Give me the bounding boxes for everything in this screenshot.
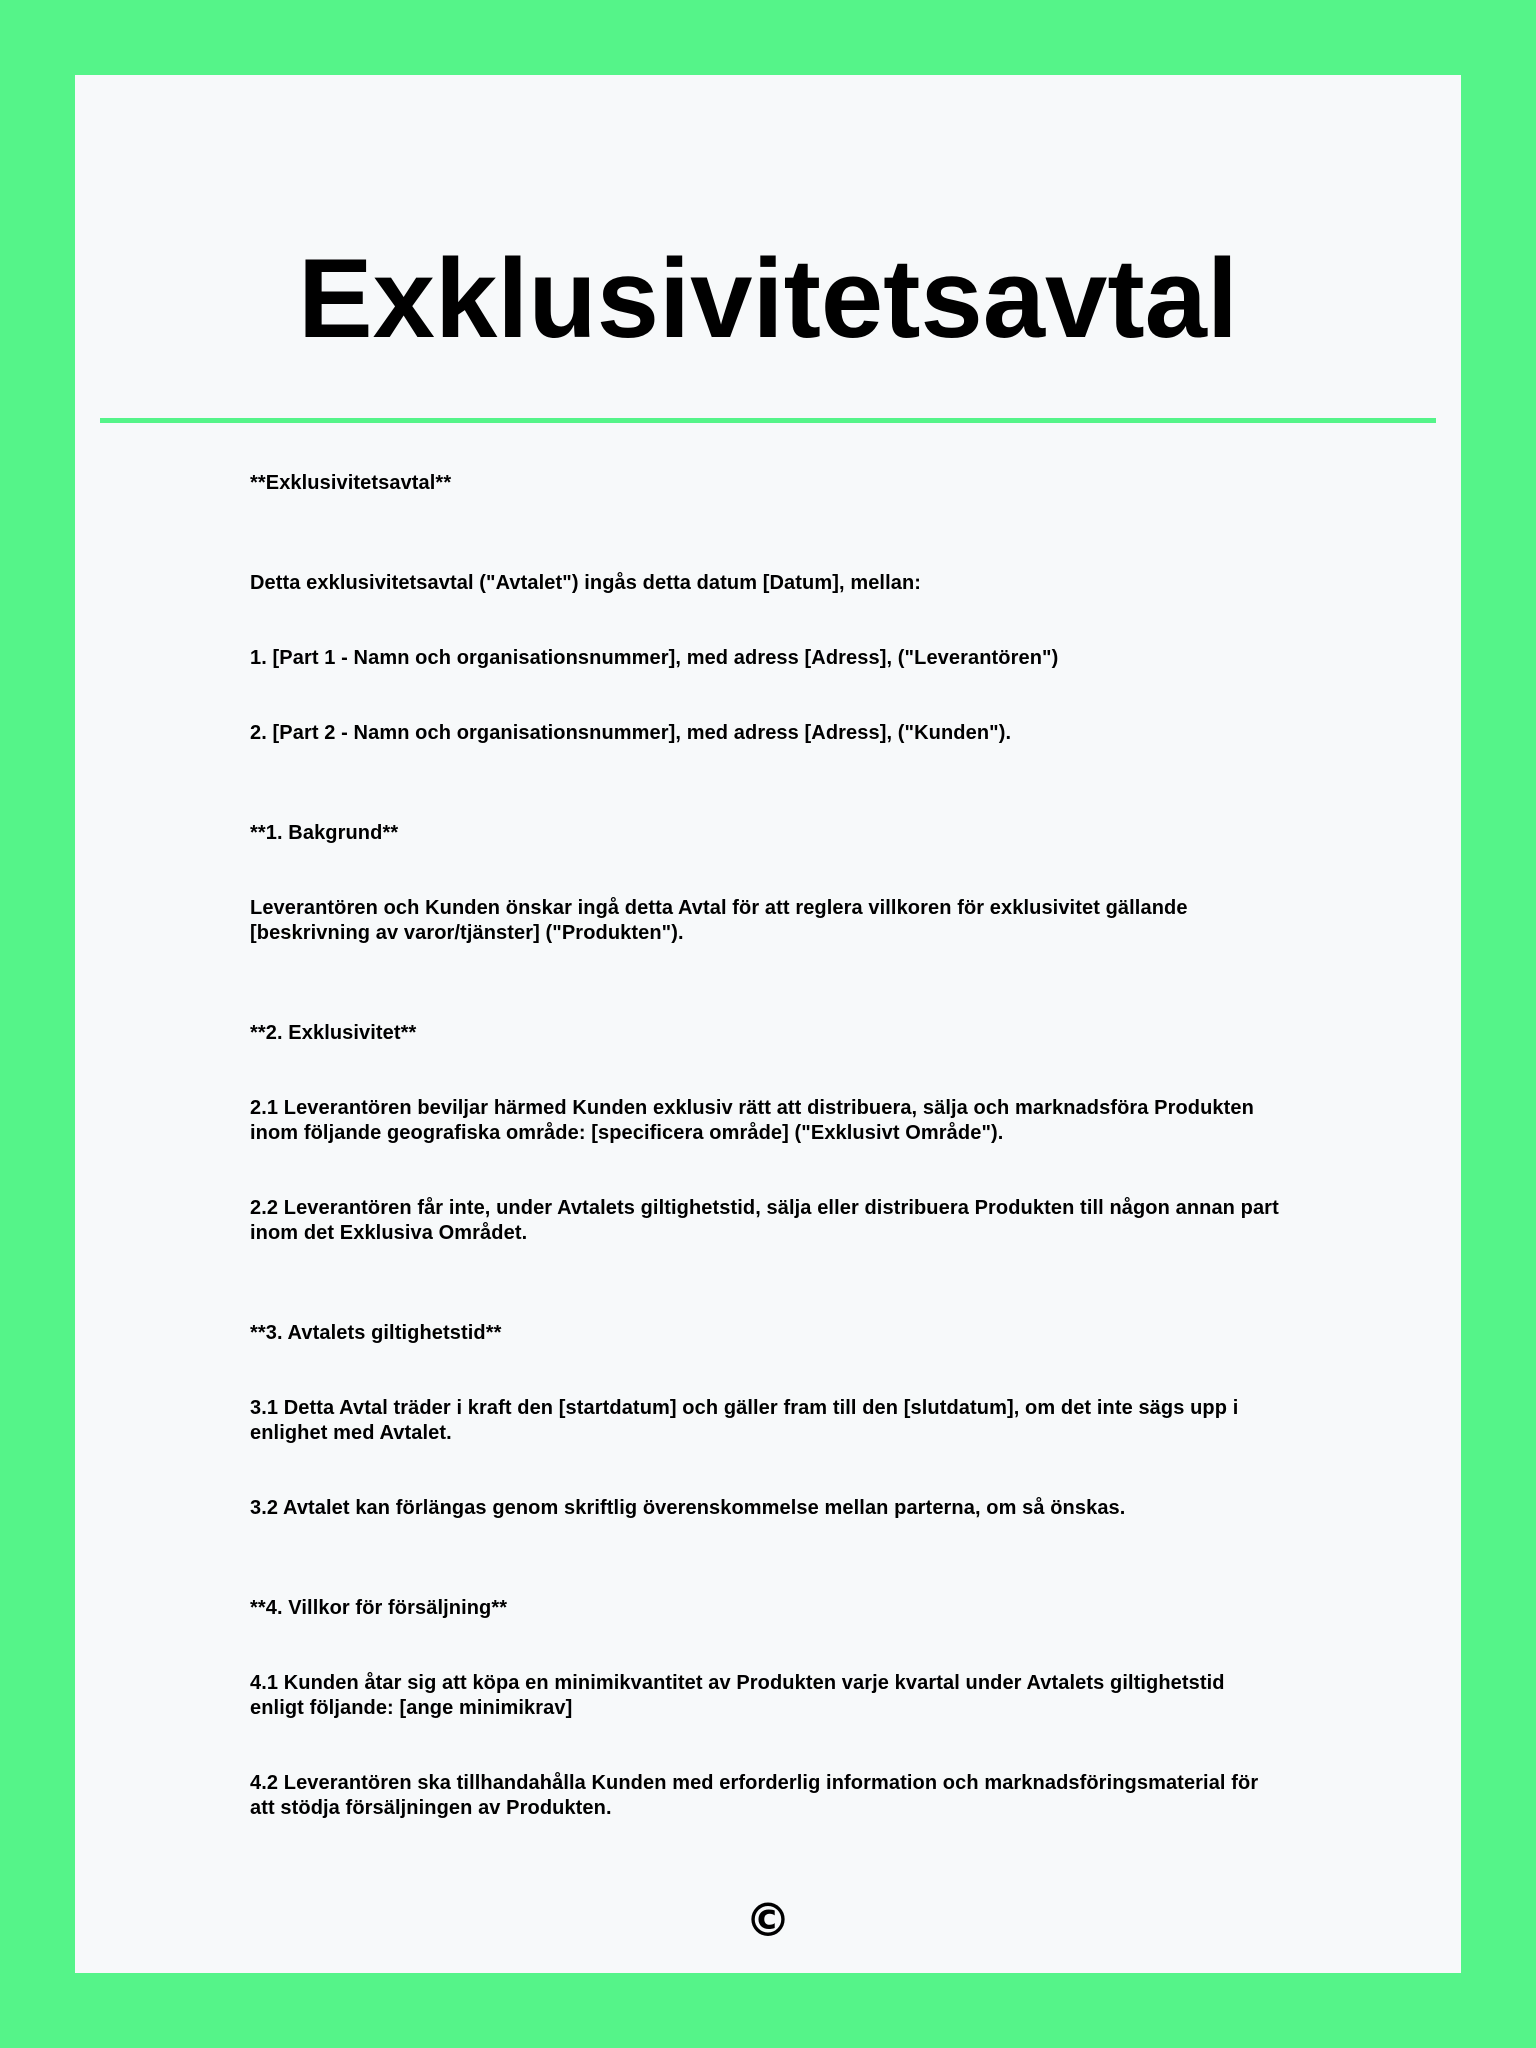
section-heading-bakgrund: **1. Bakgrund**: [250, 822, 399, 844]
paragraph-line: att stödja försäljningen av Produkten.: [250, 1797, 612, 1819]
paragraph-line: inom det Exklusiva Området.: [250, 1222, 528, 1244]
document-page: [75, 75, 1461, 1973]
party-1: 1. [Part 1 - Namn och organisationsnummer], med adress [Adress], ("Leverantören"): [250, 647, 1059, 669]
paragraph-line: 3.2 Avtalet kan förlängas genom skriftlig överenskommelse mellan parterna, om så önskas.: [250, 1497, 1126, 1519]
section-heading-villkor: **4. Villkor för försäljning**: [250, 1597, 508, 1619]
copyright-icon: ©: [745, 1893, 791, 1947]
title-divider: [100, 418, 1436, 423]
paragraph-line: 4.2 Leverantören ska tillhandahålla Kunden med erforderlig information och marknadsföringsmaterial för: [250, 1772, 1259, 1794]
paragraph-line: 3.1 Detta Avtal träder i kraft den [startdatum] och gäller fram till den [slutdatum], om det inte sägs upp i: [250, 1397, 1239, 1419]
section-heading-giltighetstid: **3. Avtalets giltighetstid**: [250, 1322, 502, 1344]
paragraph-line: 4.1 Kunden åtar sig att köpa en minimikvantitet av Produkten varje kvartal under Avtalets giltighetstid: [250, 1672, 1225, 1694]
paragraph-line: [beskrivning av varor/tjänster] ("Produkten").: [250, 922, 684, 944]
document-heading: **Exklusivitetsavtal**: [250, 472, 452, 494]
paragraph-line: inom följande geografiska område: [specificera område] ("Exklusivt Område").: [250, 1122, 1004, 1144]
document-title: Exklusivitetsavtal: [297, 236, 1239, 361]
paragraph-line: 2.2 Leverantören får inte, under Avtalets giltighetstid, sälja eller distribuera Produkten till någon annan part: [250, 1197, 1279, 1219]
paragraph-line: enlighet med Avtalet.: [250, 1422, 452, 1444]
paragraph-line: Leverantören och Kunden önskar ingå detta Avtal för att reglera villkoren för exklusivitet gällande: [250, 897, 1188, 919]
intro-paragraph: Detta exklusivitetsavtal ("Avtalet") ingås detta datum [Datum], mellan:: [250, 572, 922, 594]
paragraph-line: enligt följande: [ange minimikrav]: [250, 1697, 573, 1719]
party-2: 2. [Part 2 - Namn och organisationsnummer], med adress [Adress], ("Kunden").: [250, 722, 1012, 744]
section-heading-exklusivitet: **2. Exklusivitet**: [250, 1022, 417, 1044]
paragraph-line: 2.1 Leverantören beviljar härmed Kunden exklusiv rätt att distribuera, sälja och marknadsföra Produkten: [250, 1097, 1254, 1119]
